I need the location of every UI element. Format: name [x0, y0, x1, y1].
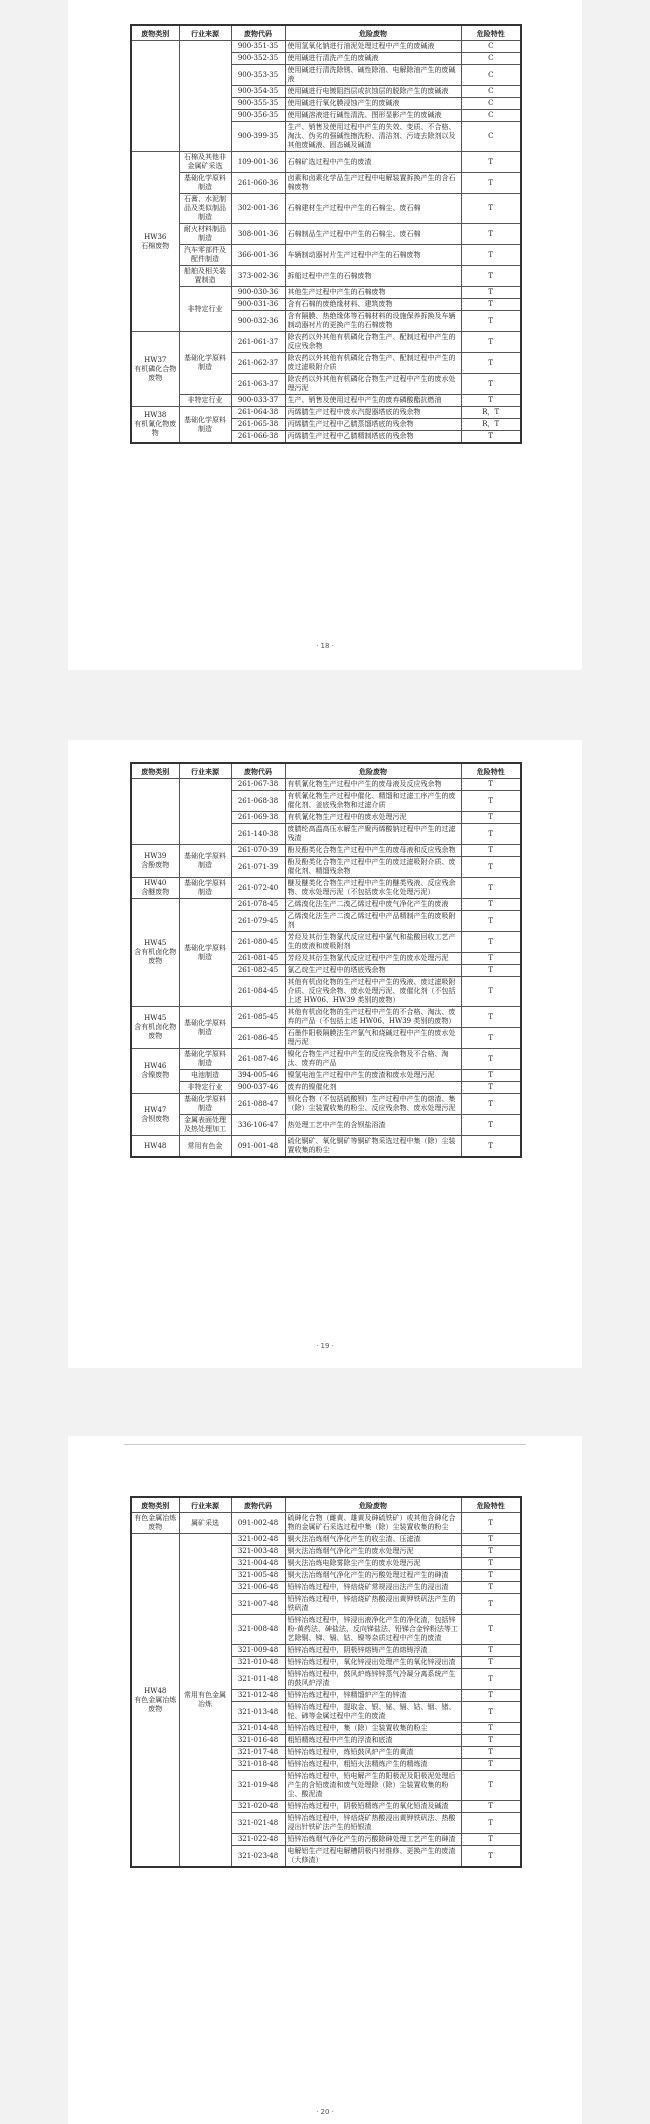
header-feature: 危险特性 — [461, 763, 521, 779]
header-category: 废物类别 — [131, 1497, 179, 1513]
hazard-cell: 酚及酚类化合物生产过程中产生的废母液和反应残余物 — [285, 845, 461, 857]
feature-cell: T — [461, 1094, 521, 1115]
hazard-cell: 其他生产过程中产生的石棉废物 — [285, 287, 461, 299]
feature-cell: T — [461, 779, 521, 791]
hazard-cell: 铅锌冶炼过程中，氧化锌浸出处理产生的氧化锌浸出渣 — [285, 1657, 461, 1669]
feature-cell: T — [461, 1028, 521, 1049]
feature-cell: T — [461, 1801, 521, 1813]
feature-cell: C — [461, 86, 521, 98]
header-industry: 行业来源 — [179, 25, 231, 41]
feature-cell: T — [461, 845, 521, 857]
page-number: · 19 · — [316, 1342, 334, 1350]
code-cell: 261-069-38 — [231, 812, 285, 824]
code-cell: 261-060-36 — [231, 173, 285, 194]
hazard-cell: 有机氰化物生产过程中产生的废母液及反应残余物 — [285, 779, 461, 791]
feature-cell: C — [461, 98, 521, 110]
hazard-cell: 除农药以外其他有机磷化合物生产、配制过程中产生的废过滤吸附介质 — [285, 353, 461, 374]
industry-cell: 基础化学原料制造 — [179, 899, 231, 1007]
feature-cell: T — [461, 1759, 521, 1771]
code-cell: 261-087-46 — [231, 1049, 285, 1070]
industry-cell — [179, 779, 231, 845]
feature-cell: T — [461, 1558, 521, 1570]
table-row — [131, 1070, 521, 1082]
category-cell: HW47 含钡废物 — [131, 1094, 179, 1136]
code-cell: 900-037-46 — [231, 1082, 285, 1094]
hazard-cell: 铅锌冶炼过程中，阴极锌熔铸产生的熔铸浮渣 — [285, 1645, 461, 1657]
feature-cell: C — [461, 122, 521, 152]
code-cell: 321-019-48 — [231, 1771, 285, 1801]
page-number: · 20 · — [316, 2108, 334, 2116]
code-cell: 091-001-48 — [231, 1136, 285, 1158]
code-cell: 373-002-36 — [231, 266, 285, 287]
hazard-cell: 硫化铜矿、氧化铜矿等铜矿物采选过程中集（除）尘装置收集的粉尘 — [285, 1136, 461, 1158]
header-industry: 行业来源 — [179, 763, 231, 779]
table-row — [131, 266, 521, 287]
code-cell: 261-062-37 — [231, 353, 285, 374]
code-cell: 321-016-48 — [231, 1735, 285, 1747]
code-cell: 308-001-36 — [231, 224, 285, 245]
hazard-cell: 其他有机卤化物的生产过程中产生的残液、废过滤吸附介质、反应残余物、废水处理污泥、废催化剂（不包括上述 HW06、HW39 类别的废物） — [285, 977, 461, 1007]
hazard-cell: 铅锌冶炼过程中，集（除）尘装置收集的粉尘 — [285, 1723, 461, 1735]
code-cell: 900-030-36 — [231, 287, 285, 299]
code-cell: 321-008-48 — [231, 1615, 285, 1645]
hazard-cell: 除农药以外其他有机磷化合物生产、配制过程中产生的反应残余物 — [285, 332, 461, 353]
code-cell: 321-021-48 — [231, 1813, 285, 1834]
hazard-cell: 铅锌冶炼烟气净化产生的污酸除砷处理工艺产生的砷渣 — [285, 1834, 461, 1846]
industry-cell: 耐火材料制品制造 — [179, 224, 231, 245]
feature-cell: T — [461, 1136, 521, 1158]
code-cell: 261-066-38 — [231, 431, 285, 444]
code-cell: 109-001-36 — [231, 152, 285, 173]
hazard-cell: 有机氰化物生产过程中催化、精馏和过滤工序产生的废催化剂、釜底残余物和过滤介质 — [285, 791, 461, 812]
category-cell — [131, 41, 179, 152]
industry-cell: 基础化学原料制造 — [179, 332, 231, 395]
feature-cell: C — [461, 65, 521, 86]
feature-cell: T — [461, 1082, 521, 1094]
industry-cell: 基础化学原料制造 — [179, 407, 231, 444]
feature-cell: T — [461, 1747, 521, 1759]
feature-cell: T — [461, 245, 521, 266]
hazard-cell: 使用碱溶液进行碱性清洗、图形显影产生的废碱液 — [285, 110, 461, 122]
industry-cell: 石棉及其他非金属矿采选 — [179, 152, 231, 173]
code-cell: 321-023-48 — [231, 1846, 285, 1868]
table-row — [131, 395, 521, 407]
industry-cell: 基础化学原料制造 — [179, 845, 231, 878]
feature-cell: T — [461, 899, 521, 911]
table-header-row — [131, 25, 521, 41]
feature-cell: T — [461, 1049, 521, 1070]
hazard-cell: 醚及醚类化合物生产过程中产生的醚类残液、反应残余物、废水处理污泥（不包括废水生化处理污泥） — [285, 878, 461, 899]
code-cell: 321-014-48 — [231, 1723, 285, 1735]
industry-cell: 汽车零部件及配件制造 — [179, 245, 231, 266]
header-hazard: 危险废物 — [285, 25, 461, 41]
header-hazard: 危险废物 — [285, 1497, 461, 1513]
hazard-cell: 有机氰化物生产过程中的废水处理污泥 — [285, 812, 461, 824]
code-cell: 900-399-35 — [231, 122, 285, 152]
feature-cell: T — [461, 224, 521, 245]
hazard-cell: 丙烯腈生产过程中乙腈蒸馏塔底的残余物 — [285, 419, 461, 431]
code-cell: 261-084-45 — [231, 977, 285, 1007]
hazard-cell: 铅锌冶炼过程中，铅电解产生的阳极泥及阳极泥处理后产生的含铅废渣和废气处理除（除）尘装置收集的粉尘、酸泥渣 — [285, 1771, 461, 1801]
code-cell: 900-354-35 — [231, 86, 285, 98]
category-cell: HW38 有机氰化物废物 — [131, 407, 179, 444]
feature-cell: T — [461, 977, 521, 1007]
category-cell: HW48 有色金属冶炼废物 — [131, 1534, 179, 1868]
table-row — [131, 1513, 521, 1534]
code-cell: 261-080-45 — [231, 932, 285, 953]
table-row — [131, 1094, 521, 1115]
header-feature: 危险特性 — [461, 1497, 521, 1513]
hazardous-waste-table — [130, 24, 522, 444]
feature-cell: T — [461, 1834, 521, 1846]
feature-cell: T — [461, 353, 521, 374]
page-divider — [124, 1444, 526, 1445]
hazard-cell: 铅锌冶炼过程中，锌焙烧矿热酸浸出黄钾铁矾法、热酸浸出针铁矿法产生的铅银渣 — [285, 1813, 461, 1834]
table-header-row — [131, 1497, 521, 1513]
code-cell: 321-017-48 — [231, 1747, 285, 1759]
hazard-cell: 石墨作阳极隔膜法生产氯气和烧碱过程中产生的废水处理污泥 — [285, 1028, 461, 1049]
feature-cell: T — [461, 1735, 521, 1747]
code-cell: 366-001-36 — [231, 245, 285, 266]
table-row — [131, 332, 521, 353]
feature-cell: T — [461, 1690, 521, 1702]
feature-cell: T — [461, 1007, 521, 1028]
category-cell: HW40 含醚废物 — [131, 878, 179, 899]
hazard-cell: 铅锌冶炼过程中，阴极铅精炼产生的氧化铅渣及碱渣 — [285, 1801, 461, 1813]
feature-cell: T — [461, 857, 521, 878]
industry-cell: 基础化学原料制造 — [179, 878, 231, 899]
header-category: 废物类别 — [131, 25, 179, 41]
feature-cell: T — [461, 878, 521, 899]
hazard-cell: 使用氢氧化钠进行油泥处理过程中产生的废碱液 — [285, 41, 461, 53]
feature-cell: T — [461, 332, 521, 353]
header-industry: 行业来源 — [179, 1497, 231, 1513]
feature-cell: T — [461, 374, 521, 395]
industry-cell: 基础化学原料制造 — [179, 1094, 231, 1115]
hazard-cell: 铅锌冶炼过程中，炼铅鼓风炉产生的黄渣 — [285, 1747, 461, 1759]
hazard-cell: 拆船过程中产生的石棉废物 — [285, 266, 461, 287]
table-row — [131, 1136, 521, 1158]
hazard-cell: 卤素和卤素化学品生产过程中电解装置拆换产生的含石棉废物 — [285, 173, 461, 194]
feature-cell: T — [461, 932, 521, 953]
hazard-cell: 含有隔膜、热绝缘体等石棉材料的设施保养拆换及车辆制动器衬片的更换产生的石棉废物 — [285, 311, 461, 332]
header-category: 废物类别 — [131, 763, 179, 779]
category-cell: HW45 含有机卤化物废物 — [131, 899, 179, 1007]
code-cell: 321-005-48 — [231, 1570, 285, 1582]
header-code: 废物代码 — [231, 1497, 285, 1513]
feature-cell: T — [461, 1582, 521, 1594]
hazard-cell: 石棉矿选过程中产生的废渣 — [285, 152, 461, 173]
header-code: 废物代码 — [231, 763, 285, 779]
code-cell: 321-002-48 — [231, 1534, 285, 1546]
table-row — [131, 194, 521, 224]
table-row — [131, 899, 521, 911]
feature-cell: T — [461, 1813, 521, 1834]
feature-cell: R，T — [461, 407, 521, 419]
hazard-cell: 乙烯溴化法生产二溴乙烯过程中产品精制产生的废吸附剂 — [285, 911, 461, 932]
feature-cell: T — [461, 152, 521, 173]
category-cell: 有色金属冶炼废物 — [131, 1513, 179, 1534]
code-cell: 321-013-48 — [231, 1702, 285, 1723]
table-row — [131, 1007, 521, 1028]
document-page-19 — [68, 740, 582, 1368]
category-cell: HW39 含酚废物 — [131, 845, 179, 878]
feature-cell: R，T — [461, 419, 521, 431]
code-cell: 261-067-38 — [231, 779, 285, 791]
category-cell — [131, 779, 179, 845]
code-cell: 261-065-38 — [231, 419, 285, 431]
code-cell: 900-352-35 — [231, 53, 285, 65]
code-cell: 261-079-45 — [231, 911, 285, 932]
feature-cell: T — [461, 1546, 521, 1558]
category-cell: HW37 有机磷化合物废物 — [131, 332, 179, 407]
code-cell: 261-081-45 — [231, 953, 285, 965]
industry-cell: 非特定行业 — [179, 1082, 231, 1094]
table-row — [131, 1115, 521, 1136]
feature-cell: T — [461, 1594, 521, 1615]
code-cell: 321-020-48 — [231, 1801, 285, 1813]
code-cell: 321-012-48 — [231, 1690, 285, 1702]
table-row — [131, 845, 521, 857]
hazard-cell: 废弃的镍催化剂 — [285, 1082, 461, 1094]
hazard-cell: 氯乙烷生产过程中的塔底残余物 — [285, 965, 461, 977]
feature-cell: T — [461, 824, 521, 845]
hazard-cell: 热处理工艺中产生的含钡盐浴渣 — [285, 1115, 461, 1136]
feature-cell: T — [461, 812, 521, 824]
document-page-18 — [68, 0, 582, 670]
hazard-cell: 使用碱进行电镀阻挡层或抗蚀层的脱除产生的废碱液 — [285, 86, 461, 98]
hazard-cell: 铜火法冶炼烟气净化产生的收尘渣、压滤渣 — [285, 1534, 461, 1546]
code-cell: 900-031-36 — [231, 299, 285, 311]
hazard-cell: 铅锌冶炼过程中，提取金、银、铋、镉、钴、铟、锗、铊、碲等金属过程中产生的废渣 — [285, 1702, 461, 1723]
code-cell: 321-004-48 — [231, 1558, 285, 1570]
code-cell: 321-009-48 — [231, 1645, 285, 1657]
hazard-cell: 铅锌冶炼过程中，粗铅火法精炼产生的精炼渣 — [285, 1759, 461, 1771]
code-cell: 321-018-48 — [231, 1759, 285, 1771]
hazard-cell: 电解铝生产过程电解槽阴极内衬维修、更换产生的废渣（大修渣） — [285, 1846, 461, 1868]
feature-cell: T — [461, 1702, 521, 1723]
table-row — [131, 878, 521, 899]
table-row — [131, 152, 521, 173]
industry-cell: 金属表面处理及热处理加工 — [179, 1115, 231, 1136]
code-cell: 261-086-45 — [231, 1028, 285, 1049]
hazard-cell: 铜火法冶炼烟气净化产生的废水处理污泥 — [285, 1546, 461, 1558]
code-cell: 261-068-38 — [231, 791, 285, 812]
feature-cell: T — [461, 173, 521, 194]
hazard-cell: 使用碱进行清洗除锈、碱性除油、电解除油产生的废碱液 — [285, 65, 461, 86]
code-cell: 900-355-35 — [231, 98, 285, 110]
feature-cell: T — [461, 1513, 521, 1534]
industry-cell: 船舶及相关装置制造 — [179, 266, 231, 287]
code-cell: 261-082-45 — [231, 965, 285, 977]
hazardous-waste-table — [130, 1496, 522, 1868]
hazard-cell: 铜火法冶炼烟气净化产生的污酸处理过程产生的砷渣 — [285, 1570, 461, 1582]
code-cell: 261-088-47 — [231, 1094, 285, 1115]
table-row — [131, 245, 521, 266]
code-cell: 321-007-48 — [231, 1594, 285, 1615]
code-cell: 321-011-48 — [231, 1669, 285, 1690]
hazard-cell: 铜火法冶炼电除雾除尘产生的废水处理污泥 — [285, 1558, 461, 1570]
code-cell: 321-006-48 — [231, 1582, 285, 1594]
feature-cell: T — [461, 1669, 521, 1690]
table-row — [131, 173, 521, 194]
industry-cell: 常用有色金属冶炼 — [179, 1534, 231, 1868]
hazard-cell: 除农药以外其他有机磷化合物生产过程中产生的废水处理污泥 — [285, 374, 461, 395]
feature-cell: T — [461, 311, 521, 332]
code-cell: 336-106-47 — [231, 1115, 285, 1136]
code-cell: 091-002-48 — [231, 1513, 285, 1534]
code-cell: 261-061-37 — [231, 332, 285, 353]
hazard-cell: 镍化合物生产过程中产生的反应残余物及不合格、淘汰、废弃的产品 — [285, 1049, 461, 1070]
feature-cell: T — [461, 266, 521, 287]
industry-cell: 基础化学原料制造 — [179, 1007, 231, 1049]
header-code: 废物代码 — [231, 25, 285, 41]
table-row — [131, 1082, 521, 1094]
code-cell: 302-001-36 — [231, 194, 285, 224]
hazard-cell: 含有石棉的废绝缘材料、建筑废物 — [285, 299, 461, 311]
header-feature: 危险特性 — [461, 25, 521, 41]
feature-cell: T — [461, 1070, 521, 1082]
hazard-cell: 铅锌冶炼过程中，锌浸出液净化产生的净化渣，包括锌粉-黄药法、砷盐法、反向锑盐法、铅锑合金锌粉法等工艺除铜、锑、镉、钴、镍等杂质过程中产生的废渣 — [285, 1615, 461, 1645]
table-row — [131, 224, 521, 245]
feature-cell: T — [461, 1615, 521, 1645]
hazard-cell: 乙烯溴化法生产二溴乙烯过程中废气净化产生的废液 — [285, 899, 461, 911]
code-cell: 900-353-35 — [231, 65, 285, 86]
hazard-cell: 丙烯腈生产过程中乙腈精制塔底的残余物 — [285, 431, 461, 444]
document-page-20 — [68, 1436, 582, 2124]
page-number: · 18 · — [316, 642, 334, 650]
feature-cell: T — [461, 299, 521, 311]
hazard-cell: 丙烯腈生产过程中废水汽提器塔底的残余物 — [285, 407, 461, 419]
hazard-cell: 镍氢电池生产过程中产生的废渣和废水处理污泥 — [285, 1070, 461, 1082]
hazard-cell: 芳烃及其衍生物氯代反应过程中氯气和盐酸回收工艺产生的废液和废吸附剂 — [285, 932, 461, 953]
hazard-cell: 硫砷化合物（雌黄、雄黄及砷硫铁矿）或其他含砷化合物的金属矿石采选过程中集（除）尘装置收集的粉尘 — [285, 1513, 461, 1534]
code-cell: 261-072-40 — [231, 878, 285, 899]
hazard-cell: 使用碱进行清洗产生的废碱液 — [285, 53, 461, 65]
feature-cell: T — [461, 287, 521, 299]
feature-cell: T — [461, 953, 521, 965]
hazard-cell: 车辆制动器衬片生产过程中产生的石棉废物 — [285, 245, 461, 266]
hazard-cell: 石棉制品生产过程中产生的石棉尘、废石棉 — [285, 224, 461, 245]
industry-cell: 电池制造 — [179, 1070, 231, 1082]
hazard-cell: 酚及酚类化合物生产过程中产生的废过滤吸附介质、废催化剂、精馏残余物 — [285, 857, 461, 878]
feature-cell: T — [461, 1570, 521, 1582]
code-cell: 261-063-37 — [231, 374, 285, 395]
code-cell: 394-005-46 — [231, 1070, 285, 1082]
feature-cell: T — [461, 1723, 521, 1735]
feature-cell: T — [461, 1771, 521, 1801]
feature-cell: T — [461, 1846, 521, 1868]
table-row — [131, 41, 521, 53]
table-row — [131, 779, 521, 791]
feature-cell: T — [461, 431, 521, 444]
code-cell: 261-085-45 — [231, 1007, 285, 1028]
hazard-cell: 其他有机卤化物的生产过程中产生的不合格、淘汰、废弃的产品（不包括上述 HW06、HW39 类别的废物） — [285, 1007, 461, 1028]
industry-cell: 非特定行业 — [179, 287, 231, 332]
category-cell: HW36 石棉废物 — [131, 152, 179, 332]
hazard-cell: 粗铅精炼过程中产生的浮渣和底渣 — [285, 1735, 461, 1747]
header-hazard: 危险废物 — [285, 763, 461, 779]
code-cell: 261-140-38 — [231, 824, 285, 845]
industry-cell: 属矿采选 — [179, 1513, 231, 1534]
hazard-cell: 使用碱进行氧化膜浸蚀产生的废碱液 — [285, 98, 461, 110]
hazard-cell: 生产、销售及使用过程中产生的失效、变质、不合格、淘汰、伪劣的强碱性擦洗粉、清洁剂、污迹去除剂以及其他废碱液、固态碱及碱渣 — [285, 122, 461, 152]
table-header-row — [131, 763, 521, 779]
category-cell: HW45 含有机卤化物废物 — [131, 1007, 179, 1049]
feature-cell: T — [461, 791, 521, 812]
code-cell: 321-010-48 — [231, 1657, 285, 1669]
category-cell: HW48 — [131, 1136, 179, 1158]
table-row — [131, 1049, 521, 1070]
industry-cell: 基础化学原料制造 — [179, 1049, 231, 1070]
table-row — [131, 287, 521, 299]
hazardous-waste-table — [130, 762, 522, 1158]
hazard-cell: 石棉建材生产过程中产生的石棉尘、废石棉 — [285, 194, 461, 224]
feature-cell: C — [461, 53, 521, 65]
code-cell: 321-003-48 — [231, 1546, 285, 1558]
code-cell: 900-032-36 — [231, 311, 285, 332]
feature-cell: C — [461, 110, 521, 122]
feature-cell: T — [461, 1645, 521, 1657]
code-cell: 261-070-39 — [231, 845, 285, 857]
feature-cell: C — [461, 41, 521, 53]
industry-cell — [179, 41, 231, 152]
code-cell: 261-071-39 — [231, 857, 285, 878]
hazard-cell: 废腈纶高温高压水解生产聚丙烯酸钠过程中产生的过滤残渣 — [285, 824, 461, 845]
table-row — [131, 407, 521, 419]
code-cell: 261-064-38 — [231, 407, 285, 419]
feature-cell: T — [461, 1115, 521, 1136]
industry-cell: 石膏、水泥制品及类似制品制造 — [179, 194, 231, 224]
hazard-cell: 生产、销售及使用过程中产生的废弃磷酸酯抗燃油 — [285, 395, 461, 407]
table-row — [131, 1534, 521, 1546]
code-cell: 900-033-37 — [231, 395, 285, 407]
hazard-cell: 铅锌冶炼过程中，锌焙烧矿常规浸出法产生的浸出渣 — [285, 1582, 461, 1594]
hazard-cell: 钡化合物（不包括硫酸钡）生产过程中产生的熔渣、集（除）尘装置收集的粉尘、反应残余物、废水处理污泥 — [285, 1094, 461, 1115]
feature-cell: T — [461, 194, 521, 224]
feature-cell: T — [461, 1534, 521, 1546]
code-cell: 900-356-35 — [231, 110, 285, 122]
feature-cell: T — [461, 911, 521, 932]
hazard-cell: 铅锌冶炼过程中，锌焙烧矿热酸浸出黄钾铁矾法产生的铁矾渣 — [285, 1594, 461, 1615]
feature-cell: T — [461, 965, 521, 977]
industry-cell: 非特定行业 — [179, 395, 231, 407]
feature-cell: T — [461, 395, 521, 407]
category-cell: HW46 含镍废物 — [131, 1049, 179, 1094]
hazard-cell: 芳烃及其衍生物氯代反应过程中产生的废水处理污泥 — [285, 953, 461, 965]
industry-cell: 基础化学原料制造 — [179, 173, 231, 194]
code-cell: 900-351-35 — [231, 41, 285, 53]
hazard-cell: 铅锌冶炼过程中，锌精馏炉产生的锌渣 — [285, 1690, 461, 1702]
industry-cell: 常用有色金 — [179, 1136, 231, 1158]
code-cell: 261-078-45 — [231, 899, 285, 911]
feature-cell: T — [461, 1657, 521, 1669]
code-cell: 321-022-48 — [231, 1834, 285, 1846]
hazard-cell: 铅锌冶炼过程中，鼓风炉炼锌锌蒸气冷凝分离系统产生的鼓风炉浮渣 — [285, 1669, 461, 1690]
